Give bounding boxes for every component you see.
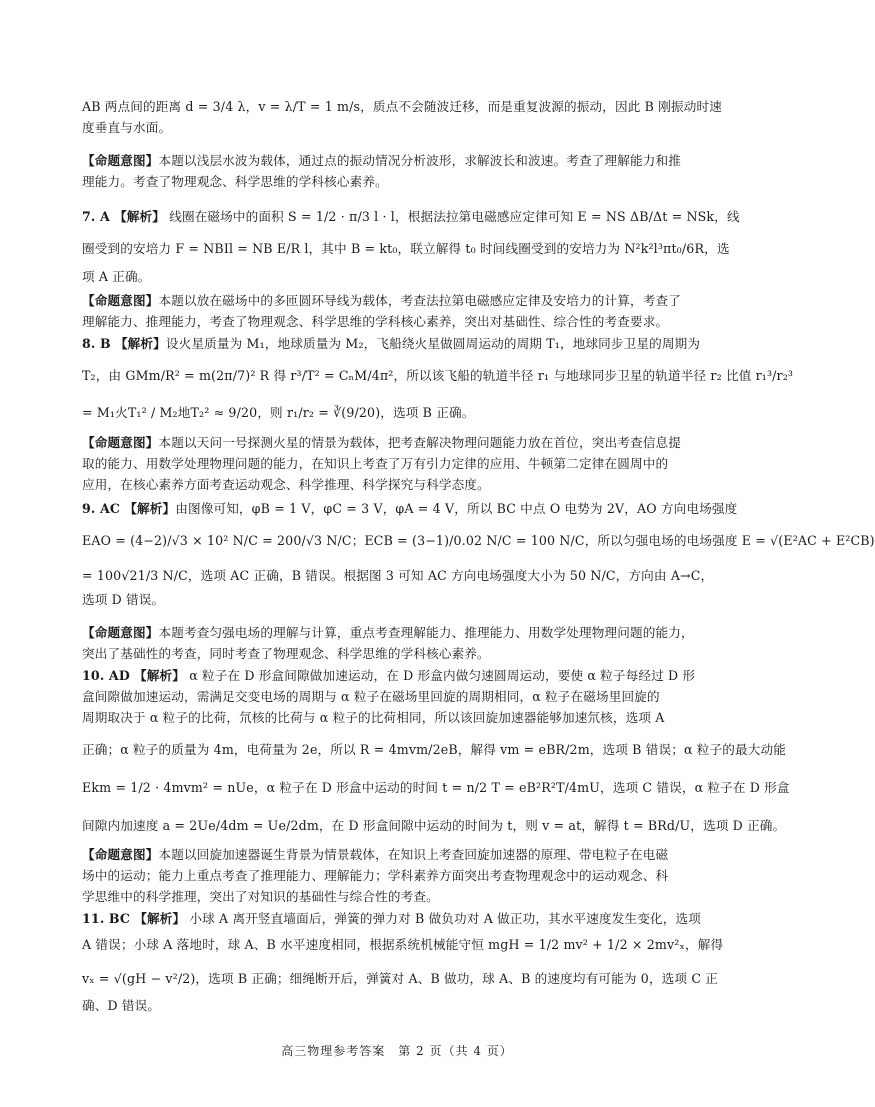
q11-explanation: [82, 908, 724, 1016]
q7-explanation: [82, 206, 740, 287]
q10-answer: 10. AD: [82, 668, 130, 683]
analysis-tag: 【解析】: [114, 209, 166, 224]
intent-text: 本题以放在磁场中的多匝圆环导线为载体，考查法拉第电磁感应定律及安培力的计算，考查了: [158, 293, 681, 308]
q10-intent: [82, 844, 712, 907]
q6-line: 度垂直与水面。: [82, 120, 172, 135]
q9-explanation: [82, 498, 875, 610]
intent-text: 本题以天问一号探测火星的情景为载体，把考查解决物理问题能力放在首位，突出考查信息提: [158, 435, 681, 450]
q11-answer: 11. BC: [82, 911, 131, 926]
q10-line: 正确；α 粒子的质量为 4m，电荷量为 2e，所以 R = 4mvm/2eB，解得 vm = eBR/2m，选项 B 错误；α 粒子的最大动能: [82, 742, 786, 757]
analysis-tag: 【解析】: [134, 911, 186, 926]
q8-intent: [82, 432, 712, 495]
q7-line: 项 A 正确。: [82, 269, 151, 284]
q7-answer: 7. A: [82, 209, 110, 224]
q11-line: A 错误；小球 A 落地时，球 A、B 水平速度相同，根据系统机械能守恒 mgH = 1/2 mv² + 1/2 × 2mv²ₓ，解得: [82, 937, 724, 952]
intent-text: 学思维中的科学推理，突出了对知识的基础性与综合性的考查。: [82, 889, 439, 904]
page-footer: 高三物理参考答案 第 2 页（共 4 页）: [281, 1044, 513, 1058]
intent-label: 【命题意图】: [82, 847, 159, 862]
q10-line: 周期取决于 α 粒子的比荷，氘核的比荷与 α 粒子的比荷相同，所以该回旋加速器能够加速氘核，选项 A: [82, 710, 665, 725]
q6-line: AB 两点间的距离 d = 3/4 λ，v = λ/T = 1 m/s，质点不会随波迁移，而是重复波源的振动，因此 B 刚振动时速: [82, 99, 722, 114]
q11-line: 确、D 错误。: [82, 998, 161, 1013]
intent-text: 突出了基础性的考查，同时考查了物理观念、科学思维的学科核心素养。: [82, 646, 490, 661]
analysis-tag: 【解析】: [124, 501, 176, 516]
intent-label: 【命题意图】: [82, 153, 159, 168]
q10-explanation: [82, 665, 790, 836]
intent-text: 本题考查匀强电场的理解与计算，重点考查理解能力、推理能力、用数学处理物理问题的能力，: [158, 625, 694, 640]
analysis-tag: 【解析】: [134, 668, 186, 683]
q8-answer: 8. B: [82, 336, 111, 351]
q8-line: T₂，由 GMm/R² = m(2π/7)² R 得 r³/T² = CₙM/4π²，所以该飞船的轨道半径 r₁ 与地球同步卫星的轨道半径 r₂ 比值 r₁³/r₂³: [82, 368, 794, 383]
intent-text: 理能力。考查了物理观念、科学思维的学科核心素养。: [82, 174, 388, 189]
q7-intent: [82, 290, 712, 332]
q10-line: 盒间隙做加速运动，需满足交变电场的周期与 α 粒子在磁场里回旋的周期相同，α 粒子在磁场里回旋的: [82, 689, 660, 704]
q9-line: 选项 D 错误。: [82, 592, 165, 607]
q7-line: 圈受到的安培力 F = NBIl = NB E/R l，其中 B = kt₀，联立解得 t₀ 时间线圈受到的安培力为 N²k²l³πt₀/6R，选: [82, 241, 730, 256]
q11-line: vₓ = √(gH − v²/2)，选项 B 正确；细绳断开后，弹簧对 A、B 做功，球 A、B 的速度均有可能为 0，选项 C 正: [82, 971, 719, 986]
q6-explanation: [82, 96, 722, 138]
intent-text: 应用，在核心素养方面考查运动观念、科学推理、科学探究与科学态度。: [82, 477, 490, 492]
q8-line: 设火星质量为 M₁，地球质量为 M₂，飞船绕火星做圆周运动的周期 T₁，地球同步卫星的周期为: [165, 336, 701, 351]
q9-line: 由图像可知，φB = 1 V，φC = 3 V，φA = 4 V，所以 BC 中点 O 电势为 2V，AO 方向电场强度: [175, 501, 738, 516]
q9-line: EAO = (4−2)/√3 × 10² N/C = 200/√3 N/C；ECB = (3−1)/0.02 N/C = 100 N/C，所以匀强电场的电场强度 E = √(E²AC + E²CB): [82, 533, 875, 548]
intent-text: 本题以浅层水波为载体，通过点的振动情况分析波形，求解波长和波速。考查了理解能力和推: [158, 153, 681, 168]
analysis-tag: 【解析】: [114, 336, 166, 351]
intent-label: 【命题意图】: [82, 625, 159, 640]
q10-line: Ekm = 1/2 · 4mvm² = nUe，α 粒子在 D 形盒中运动的时间 t = n/2 T = eB²R²T/4mU，选项 C 错误，α 粒子在 D 形盒: [82, 780, 790, 795]
intent-text: 场中的运动；能力上重点考查了推理能力、理解能力；学科素养方面突出考查物理观念中的运动观念、科: [82, 868, 669, 883]
intent-text: 取的能力、用数学处理物理问题的能力，在知识上考查了万有引力定律的应用、牛顿第二定律在圆周中的: [82, 456, 669, 471]
q11-line: 小球 A 离开竖直墙面后，弹簧的弹力对 B 做负功对 A 做正功，其水平速度发生变化，选项: [189, 911, 701, 926]
q9-answer: 9. AC: [82, 501, 121, 516]
q9-intent: [82, 622, 712, 664]
q6-intent: [82, 150, 712, 192]
q8-line: = M₁火T₁² / M₂地T₂² ≈ 9/20，则 r₁/r₂ = ∛(9/20)，选项 B 正确。: [82, 405, 475, 420]
q8-explanation: [82, 333, 794, 423]
q10-line: 间隙内加速度 a = 2Ue/4dm = Ue/2dm，在 D 形盒间隙中运动的时间为 t，则 v = at，解得 t = BRd/U，选项 D 正确。: [82, 818, 786, 833]
q9-line: = 100√21/3 N/C，选项 AC 正确，B 错误。根据图 3 可知 AC 方向电场强度大小为 50 N/C，方向由 A→C，: [82, 568, 714, 583]
intent-text: 理解能力、推理能力，考查了物理观念、科学思维的学科核心素养，突出对基础性、综合性的考查要求。: [82, 314, 669, 329]
intent-label: 【命题意图】: [82, 293, 159, 308]
intent-label: 【命题意图】: [82, 435, 159, 450]
intent-text: 本题以回旋加速器诞生背景为情景载体，在知识上考查回旋加速器的原理、带电粒子在电磁: [158, 847, 669, 862]
q10-line: α 粒子在 D 形盒间隙做加速运动，在 D 形盒内做匀速圆周运动，要使 α 粒子每经过 D 形: [189, 668, 696, 683]
q7-line: 线圈在磁场中的面积 S = 1/2 · π/3 l · l，根据法拉第电磁感应定律可知 E = NS ΔB/Δt = NSk，线: [169, 209, 740, 224]
